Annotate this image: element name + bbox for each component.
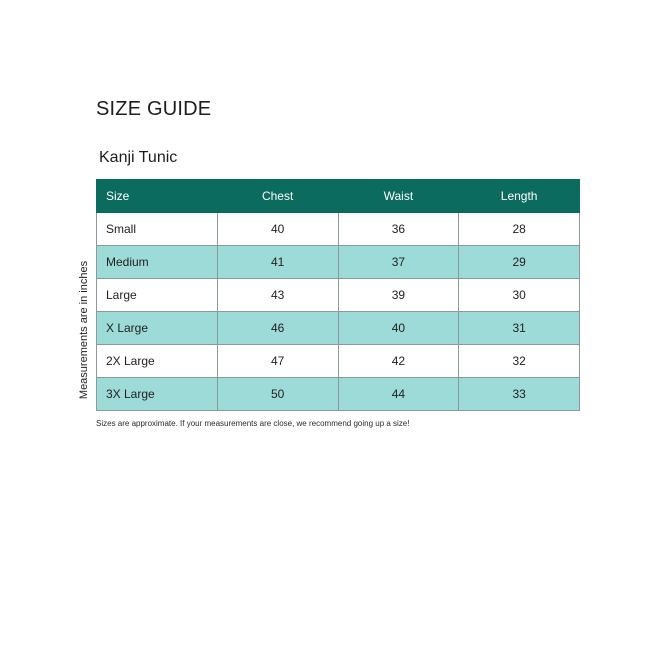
size-cell: Large [97,279,218,312]
size-cell: 3X Large [97,378,218,411]
length-cell: 28 [459,213,580,246]
column-header-waist: Waist [338,180,459,213]
waist-cell: 39 [338,279,459,312]
size-cell: Small [97,213,218,246]
size-cell: X Large [97,312,218,345]
product-name: Kanji Tunic [99,149,178,166]
measurement-unit-note: Measurements are in inches [78,260,90,400]
chest-cell: 43 [217,279,338,312]
column-header-size: Size [97,180,218,213]
chest-cell: 50 [217,378,338,411]
length-cell: 32 [459,345,580,378]
length-cell: 33 [459,378,580,411]
waist-cell: 40 [338,312,459,345]
waist-cell: 42 [338,345,459,378]
size-table-header [97,180,580,213]
size-cell: 2X Large [97,345,218,378]
size-cell: Medium [97,246,218,279]
column-header-length: Length [459,180,580,213]
sizing-footnote: Sizes are approximate. If your measurements are close, we recommend going up a size! [96,419,410,428]
waist-cell: 44 [338,378,459,411]
length-cell: 31 [459,312,580,345]
chest-cell: 46 [217,312,338,345]
chest-cell: 41 [217,246,338,279]
waist-cell: 37 [338,246,459,279]
table-row [97,378,580,411]
page-title: SIZE GUIDE [96,98,212,120]
chest-cell: 40 [217,213,338,246]
column-header-chest: Chest [217,180,338,213]
size-table-body [97,213,580,411]
length-cell: 30 [459,279,580,312]
length-cell: 29 [459,246,580,279]
table-row [97,345,580,378]
table-row [97,279,580,312]
header-row [97,180,580,213]
table-row [97,246,580,279]
size-table [96,179,580,411]
waist-cell: 36 [338,213,459,246]
table-row [97,213,580,246]
chest-cell: 47 [217,345,338,378]
table-row [97,312,580,345]
